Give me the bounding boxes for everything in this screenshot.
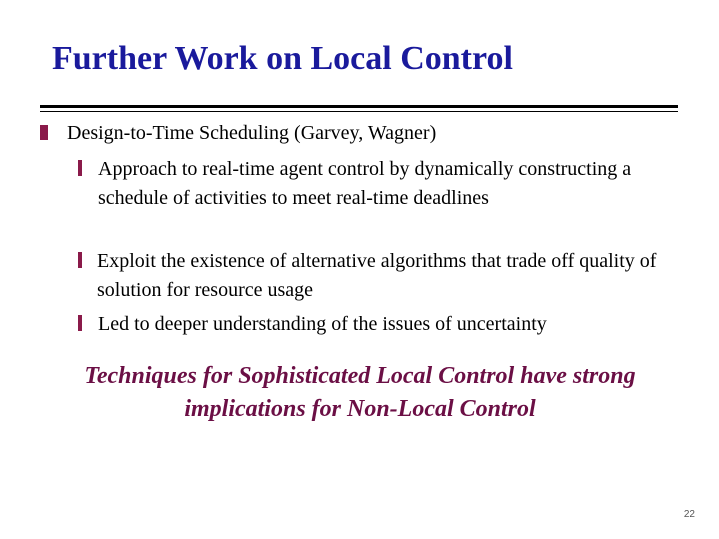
sub-bullet-text: Exploit the existence of alternative algorithms that trade off quality of solution for resource usage xyxy=(97,250,657,301)
sub-bullet-text: Approach to real-time agent control by dynamically constructing a schedule of activities to meet real-time deadlines xyxy=(98,158,632,209)
sub-bullet-marker-icon xyxy=(78,160,82,176)
slide-title: Further Work on Local Control xyxy=(52,40,513,77)
title-divider-thin xyxy=(40,111,678,112)
title-divider-thick xyxy=(40,105,678,108)
emphasis-statement: Techniques for Sophisticated Local Control have strong implications for Non-Local Control xyxy=(84,363,636,422)
sub-bullet-marker-icon xyxy=(78,315,82,331)
sub-bullet-text: Led to deeper understanding of the issues of uncertainty xyxy=(98,313,547,335)
bullet-marker-icon xyxy=(40,125,48,140)
sub-bullet-marker-icon xyxy=(78,252,82,268)
bullet-text: Design-to-Time Scheduling (Garvey, Wagner) xyxy=(67,122,437,144)
page-number: 22 xyxy=(683,509,695,520)
